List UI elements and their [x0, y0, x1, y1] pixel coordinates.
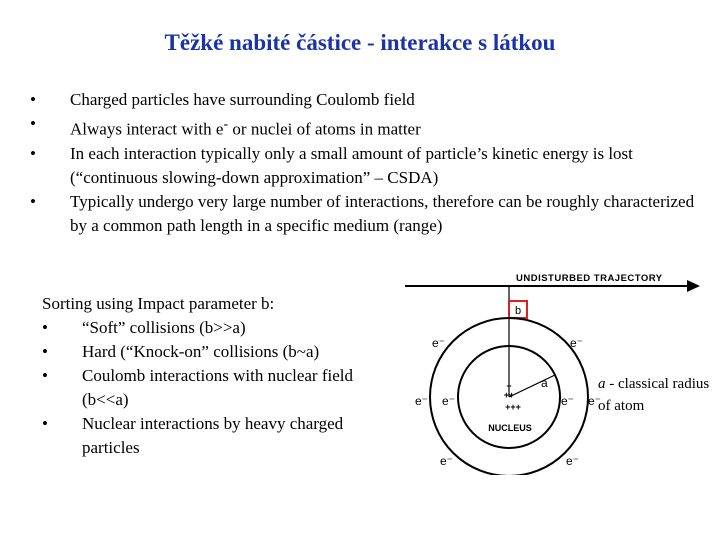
bullet-text: In each interaction typically only a small amount of particle’s kinetic energy is lost (“continuous slowing-down approximation” – CSDA) — [70, 143, 633, 187]
bullet-marker: • — [30, 114, 36, 133]
bullet-marker: • — [30, 90, 36, 109]
superscript: - — [223, 116, 229, 132]
diagram-caption — [598, 373, 718, 417]
nucleus — [504, 381, 521, 412]
b-label: b — [514, 305, 522, 317]
bullet-marker: • — [30, 143, 36, 163]
bullet-list-properties — [30, 88, 700, 238]
electron: e⁻ — [566, 454, 580, 468]
bullet-marker: • — [42, 414, 48, 433]
bullet-item — [30, 190, 700, 238]
bullet-item — [30, 112, 700, 142]
bullet-item — [42, 364, 402, 412]
bullet-text: Always interact with e — [70, 119, 224, 139]
nucleus-charge: + — [506, 381, 512, 391]
nucleus-label: NUCLEUS — [488, 423, 532, 433]
bullet-text: Coulomb interactions with nuclear field (b<<a) — [82, 366, 353, 409]
radius-a-line — [509, 375, 555, 397]
bullet-marker: • — [42, 318, 48, 337]
electron: e⁻ — [440, 454, 454, 468]
a-label: a — [541, 376, 548, 390]
bullet-text-cont: or nuclei of atoms in matter — [228, 119, 421, 139]
bullet-item — [30, 88, 700, 112]
bullet-item — [42, 316, 402, 340]
electron: e⁻ — [432, 336, 446, 350]
bullet-marker: • — [42, 342, 48, 361]
sorting-section — [42, 292, 402, 460]
atom-diagram — [400, 265, 720, 475]
caption-text: - classical radius of atom — [598, 376, 710, 414]
bullet-text: Charged particles have surrounding Coulomb field — [70, 90, 415, 109]
electron: e⁻ — [442, 394, 456, 408]
bullet-text: Hard (“Knock-on” collisions (b~a) — [82, 342, 320, 361]
bullet-item — [42, 412, 402, 460]
bullet-marker: • — [42, 366, 48, 385]
electron: e⁻ — [570, 336, 584, 350]
electron: e⁻ — [415, 394, 429, 408]
caption-symbol: a — [598, 376, 606, 392]
bullet-item — [30, 142, 700, 190]
bullet-text: Nuclear interactions by heavy charged particles — [82, 414, 344, 457]
trajectory-arrowhead — [687, 280, 700, 292]
trajectory-label: UNDISTURBED TRAJECTORY — [516, 273, 663, 284]
bullet-text: Typically undergo very large number of interactions, therefore can be roughly characterized by a common path length in a specific medium (range) — [70, 191, 695, 235]
bullet-marker: • — [30, 191, 36, 211]
nucleus-charge: ++ — [503, 390, 515, 400]
electron: e⁻ — [588, 394, 602, 408]
electron: e⁻ — [561, 394, 575, 408]
nucleus-charge: +++ — [505, 402, 521, 412]
bullet-text: “Soft” collisions (b>>a) — [82, 318, 246, 337]
bullet-item — [42, 340, 402, 364]
sorting-heading: Sorting using Impact parameter b: — [42, 294, 275, 313]
slide-title: Těžké nabité částice - interakce s látkou — [164, 30, 556, 55]
